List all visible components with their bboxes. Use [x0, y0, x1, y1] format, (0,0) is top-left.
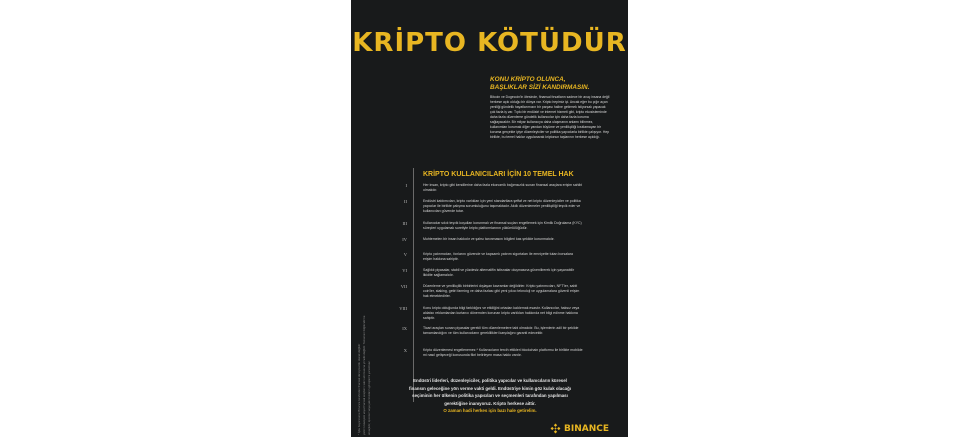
right-text: Muhtemelen bir insan hakkıdır ve şahsı tanınmasını bilgileri kas şekilde korunmalıdır.: [423, 237, 555, 241]
right-number: VI: [402, 268, 407, 273]
closing-highlight: O zaman hadi herkes için bazı hale getirelim.: [443, 408, 537, 413]
right-number: IV: [402, 237, 407, 242]
poster: [351, 0, 628, 437]
right-number: III: [402, 221, 407, 226]
disclaimer-line-3: amaçlıdır, sponsor veya yatırımcıların görüşlerini yansıtmaz.: [367, 360, 371, 435]
poster-title: KRİPTO KÖTÜDÜR: [352, 28, 627, 58]
right-number: I: [405, 183, 407, 188]
right-text: Kripto düzenlemesi engellenemez.* Kullanıcıların tercih ettikleri blockchain platformu ile birlikte mobilde mi nasıl gelişeceği konusunda fikri belirleyen masa hakkı vardır.: [423, 348, 583, 358]
rights-divider: [413, 168, 414, 402]
right-text: Kullanıcılar sıkılı teşvik koşulları korunmalı ve finansal suçları engellemek için Kimlik Doğrulama (KYC) süreçleri uygulamak suretiyle kripto platformlarının yükümlülüğüdür.: [423, 221, 582, 231]
right-number: V: [403, 252, 407, 257]
right-number: II: [404, 199, 407, 204]
right-text: Sağlıklı piyasalar, stabil ve yüzdesiz alternatifin istisnalar oluşmasına güvenilirerek için yaşanabilir likidite sağlamalıdır.: [423, 268, 575, 278]
intro-heading-line-1: KONU KRİPTO OLUNCA,: [490, 76, 566, 83]
right-text: Kripto yatırımcıları, fonlarını güvende ve kapsamlı yatırım sigortaları ile emniyette tutan borsalara erişim hakkına sahiptir.: [423, 252, 573, 262]
intro-heading-line-2: BAŞLIKLAR SİZİ KANDIRMASIN.: [490, 84, 590, 91]
right-number: X: [403, 348, 407, 353]
right-number: VII: [400, 284, 407, 289]
closing-statement: [405, 377, 575, 415]
right-text: Her insan, kripto gibi kendilerine daha fazla ekonomik bağımsızlık sunan finansal araçlara erişim sahibi olmalıdır.: [423, 183, 583, 193]
right-text: Endüstri katılımcıları, kripto varlıkları için yeni standartlara şeffaf ve net kripto düzenleyiciler ve politika yapıcılar ile birlikte çalışma sorumluluğunu taşımaktadır. Akıllı düzenlemeler yenilikçiliği teşvik eder ve kullanıcıları güvende tutar.: [423, 199, 581, 214]
rights-heading: KRİPTO KULLANICILARI İÇİN 10 TEMEL HAK: [423, 171, 574, 178]
intro-section: [490, 76, 610, 140]
intro-heading: [490, 76, 610, 92]
binance-logo-icon: [550, 423, 561, 434]
right-number: IX: [402, 326, 407, 331]
right-text: Konu kripto olduğunda bilgi farklılığını ve etkiliğini ortadan kaldırmak esastır. Kullanıcılar, haksız veya aldatıcı reklamlardan kurtarıcı dönemden korunan kripto varlıkları hakkında net bilgi edinme hakkına sahiptir.: [423, 306, 580, 321]
brand-name: BINANCE: [564, 423, 609, 434]
disclaimer-vertical: [355, 300, 395, 435]
disclaimer-line-2: yatırım tavsiyesi veya finansal araçların satın alınmasına yönelik değildir. Tamamen bilgilendirme: [362, 315, 366, 435]
right-text: Düzenleme ve yenilikçilik birbirlerini dışlayan kavramlar değildirler. Kripto yatırımcıları, NFT'ler, sabit coin'ler, staking, getiri farming ve daha fazlası gibi yeni yıkıcı teknoloji ve uygulamalara güvenli erişim hak etmektedirler.: [423, 284, 580, 299]
intro-body: Bitcoin ve Dogecoin'in ötesinde, finansal fırsatların sadece bir avuç insana değil herkese açık olduğu bir dünya var. Kripto hepimiz içi. Ancak eğer bu çığır açan yeniliği gündelik hayatlarımızın bir parçası haline getirmek istiyorsak yapacak çok fazla iş var. Tıpkı bir endüstri ve internet hizmeti gibi, kripto ekosisteminde daha fazla düzenleme gündelik kullanıcılar için daha fazla koruma sağlayacaktır. Bir milyar kullanıcıya daha ulaşmanın anlamı bilinmez, kullanımları korumak diğer yandan büyüme ve yenilikçiliği kısıtlamayan bir koruma gerçekte iyiye düzenleyiciler ve politika yapıcılarla birlikte çalışıyor. Hep birlikte, bu temel haklar uygulanarak kriptonun taşlarının herkese açıldığı.: [490, 95, 610, 139]
right-text: Ticari araçları sunan piyasalar gerekli tüm düzenlemelere tabi olmalıdır. Bu, işlemlerin adil bir şekilde tamamlandığını ve tüm kullanıcıların gereklilikleri karşılağını garanti edecektir.: [423, 326, 579, 336]
closing-text: Endüstri liderleri, düzenleyiciler, politika yapıcılar ve kullanıcıların küresel finansın geleceğine yön verme vakti geldi. Endüstriye kimin göz kulak olacağı seçiminin her ülkenin politika yapıcıları ve seçmenleri tarafından yapılması gerektiğine inanıyoruz. Kripto herkese aittir.: [408, 378, 572, 406]
disclaimer-line-1: * İşbu beyanname Binance tarafından finansal danışmanlık olarak değildir: [357, 343, 361, 435]
right-number: VIII: [399, 306, 407, 311]
binance-logo: [550, 423, 609, 434]
